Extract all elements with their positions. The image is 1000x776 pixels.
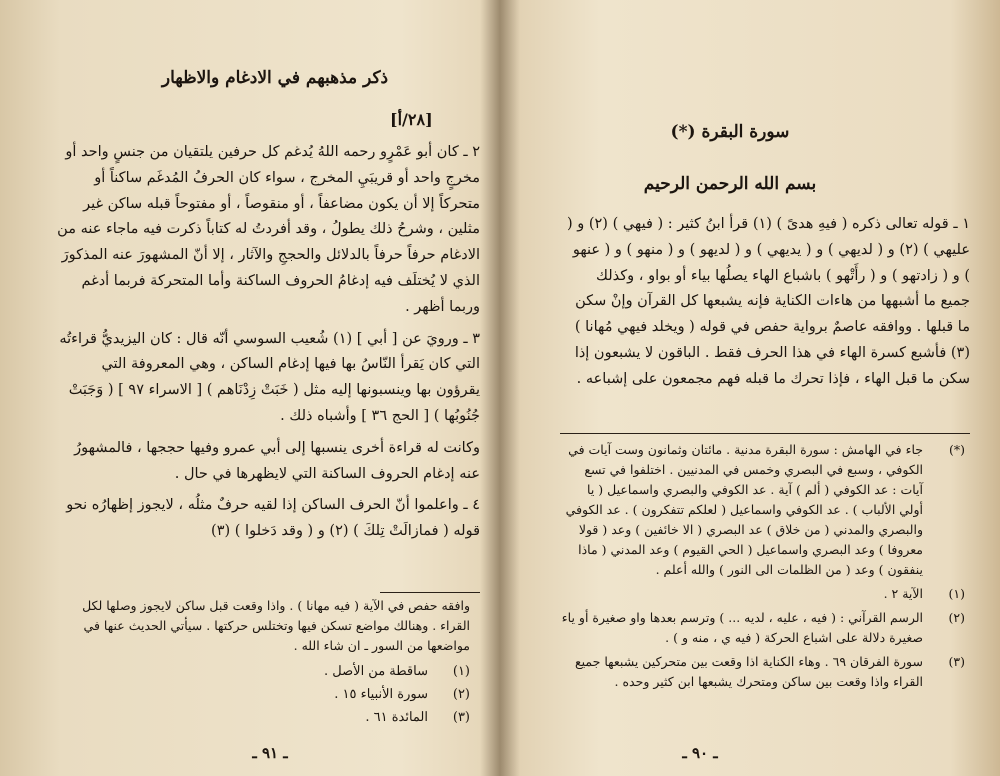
footnote-number: (٣) [452, 710, 470, 725]
page-number: ـ ٩٠ ـ [682, 744, 718, 762]
footnote-number: (١) [948, 586, 965, 601]
footnote-text: جاء في الهامش : سورة البقرة مدنية . مائتان وثمانون وست آيات في الكوفي ، وسبع في البصري وخمس في المدنيين . اختلفوا في تسع آيات : عد الكوفي ( ألم ) آية . عد الكوفي والبصري واسماعيل ( يا أولي الألباب ) . عد الكوفي واسماعيل ( لعلكم تتفكرون ) . عد الكوفي والبصري والمدني ( من خلاق ) عد البصري ( الا خائفين ) وعد ( قولا معروفا ) وعد البصري واسماعيل ( الحي القيوم ) وعد المدني ( ماذا ينفقون ) وعد ( من الظلمات الى النور ) والله أعلم . [565, 442, 923, 577]
footnote-text: ساقطة من الأصل . [324, 664, 428, 679]
footnote-number: (٣) [948, 654, 965, 669]
basmala-heading: بسم الله الرحمن الرحيم [643, 174, 817, 194]
footnote-text: المائدة ٦١ . [365, 710, 428, 725]
paragraph: ٤ ـ واعلموا أنّ الحرف الساكن إذا لقيه حرفٌ مثلُه ، لايجوز إظهارُه نحو قوله ( فمازالَتْ تِلكَ ) (٢) و ( وقد دَخلوا ) (٣) [66, 497, 480, 540]
paragraph: ٣ ـ ورويَ عن [ أبي ] (١) شُعيب السوسي أنّه قال : كان اليزيديُّ قراءتُه التي كان يَقرأ النّاسُ بها فيها إدغام الساكن ، وهي المعروفة التي يقرؤون بها وينسبونها إليه مثل ( خَبَتْ زِدْنَاهم ) [ الاسراء ٩٧ ] ( وَجَبَتْ جُنُوبُها ) [ الحج ٣٦ ] وأشباه ذلك . [59, 330, 480, 424]
footnote-number: (٢) [452, 687, 470, 702]
footnote-text: سورة الأنبياء ١٥ . [334, 687, 428, 702]
footnote [560, 584, 965, 604]
footnote [560, 440, 965, 580]
footnote [560, 608, 965, 648]
footnote [560, 652, 965, 692]
footnote-divider [560, 433, 970, 434]
paragraph: وكانت له قراءة أخرى ينسبها إلى أبي عمرو وفيها حججها ، فالمشهورُ عنه إدغام الحروف الساكنة التي لايظهرها في حال . [74, 439, 480, 482]
footnote-continuation: وافقه حفص في الآية ( فيه مهانا ) . واذا وقعت قبل ساكن لايجوز وصلها لكل القراء . وهنالك مواضع تسكن فيها وتختلس حركتها . سيأتي الحديث عنها في مواضعها من السور ـ ان شاء الله . [82, 598, 470, 653]
right-body-text [565, 212, 970, 399]
page-header-title: ذكر مذهبهم في الادغام والاظهار [161, 68, 389, 88]
surah-title: سورة البقرة (*) [670, 122, 790, 142]
footnote-list [560, 440, 965, 696]
paragraph: ١ ـ قوله تعالى ذكره ( فيهِ هدىً ) (١) قرأ ابنُ كثير : ( فيهي ) (٢) و ( عليهي ) (٢) و ( لديهي ) و ( يديهي ) و ( لديهو ) و ( منهو ) و ( عنهو ) و ( زادتهو ) و ( رأَتْهو ) باشباع الهاء يصلُها بياء أو بواو ، وكذلك جميع ما أشبهها من هاءات الكناية فإنه يشبعها كل القرآن وإنْ سكن ما قبلها . ووافقه عاصمٌ برواية حفص في قوله ( ويخلد فيهي مُهانا ) (٣) فأشبع كسرة الهاء في هذا الحرف فقط . الباقون لا يشبعون إذا سكن ما قبل الهاء ، فإذا تحرك ما قبله فهم مجمعون على إشباعه . [566, 216, 970, 387]
manuscript-folio-reference: [٢٨/أ] [390, 110, 433, 129]
footnote-text: الرسم القرآني : ( فيه ، عليه ، لديه ... ) وترسم بعدها واو صغيرة أو ياء صغيرة دلالة على اشباع الحركة ( فيه ي ، منه و ) . [561, 610, 923, 645]
footnote-text: الآية ٢ . [883, 586, 923, 601]
page-number: ـ ٩١ ـ [252, 744, 288, 762]
footnote-number: (٢) [948, 610, 965, 625]
footnote-number: (١) [452, 664, 470, 679]
paragraph: ٢ ـ كان أبو عَمْرٍو رحمه اللهُ يُدغم كل حرفين يلتقيان من جنسٍ واحد أو مخرجٍ واحد أو قريبَيِ المخرج ، سواء كان الحرفُ المُدغَم ساكناً أو متحركاً إلا أن يكون مضاعفاً ، أو منقوصاً ، أو مفتوحاً قبله ساكن غير مثلين ، وشرحُ ذلك يطولُ ، وقد أفردتُ له كتاباً ذكرت فيه ماجاء عنه من الادغام حرفاً حرفاً بالدلائل والحججِ والآثار ، إلا أنّ المشهورَ عنه المذكورَ الذي لا يُختلَف فيه إدغامُ الحروف الساكنة وأما المتحركة فربما أدغم وربما أظهر . [57, 144, 480, 315]
footnote-number: (*) [948, 442, 965, 457]
footnote-text: سورة الفرقان ٦٩ . وهاء الكناية اذا وقعت بين متحركين يشبعها جميع القراء واذا وقعت بين ساكن ومتحرك يشبعها ابن كثير وحده . [574, 654, 923, 689]
